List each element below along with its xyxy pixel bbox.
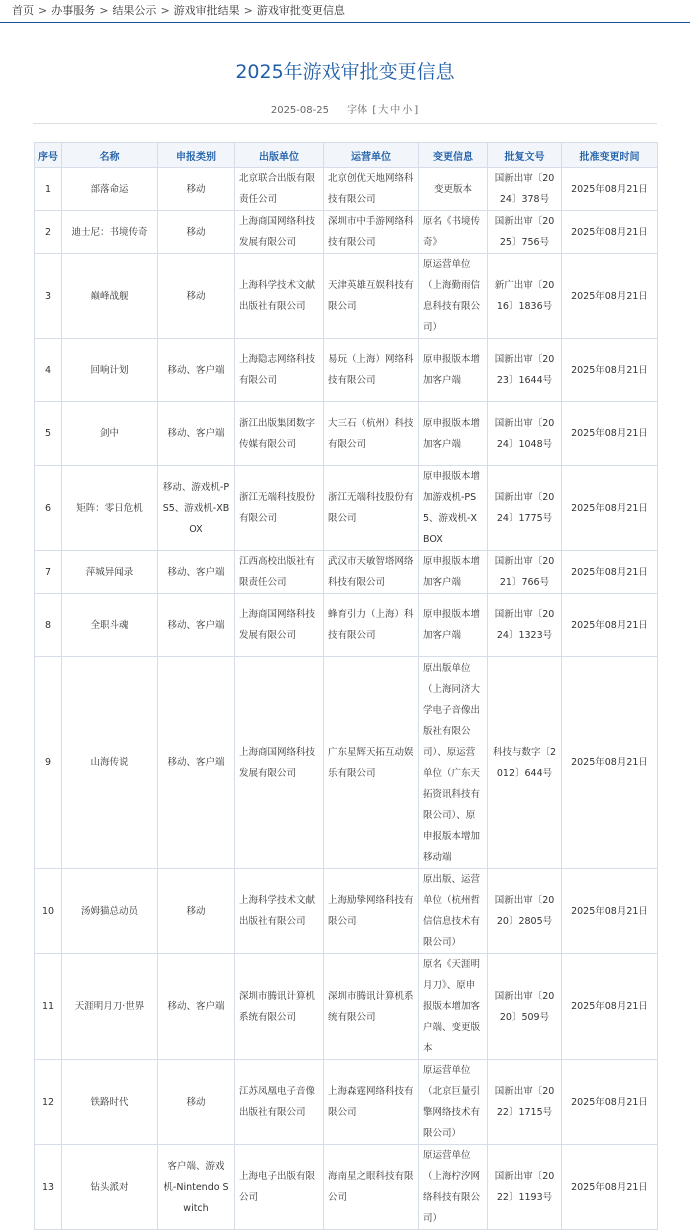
font-size-bracket-open: [ xyxy=(372,105,377,116)
header-index: 序号 xyxy=(35,143,62,168)
cell-name: 巅峰战舰 xyxy=(62,254,158,339)
cell-approval-number: 国新出审〔2024〕1775号 xyxy=(488,466,562,551)
cell-index: 6 xyxy=(35,466,62,551)
cell-category: 移动 xyxy=(158,254,235,339)
cell-approval-date: 2025年08月21日 xyxy=(562,954,658,1060)
cell-change-info: 原申报版本增加客户端 xyxy=(419,402,488,466)
cell-name: 部落命运 xyxy=(62,168,158,211)
cell-publisher: 江苏凤凰电子音像出版社有限公司 xyxy=(235,1060,324,1145)
cell-publisher: 深圳市腾讯计算机系统有限公司 xyxy=(235,954,324,1060)
header-change-info: 变更信息 xyxy=(419,143,488,168)
cell-index: 4 xyxy=(35,339,62,402)
cell-category: 移动、客户端 xyxy=(158,402,235,466)
cell-operator: 天津英雄互娱科技有限公司 xyxy=(324,254,419,339)
breadcrumb xyxy=(0,0,690,23)
cell-category: 移动、游戏机-PS5、游戏机-XBOX xyxy=(158,466,235,551)
header-approval-number: 批复文号 xyxy=(488,143,562,168)
breadcrumb-link-home[interactable]: 首页 xyxy=(12,4,34,17)
cell-operator: 广东星辉天拓互动娱乐有限公司 xyxy=(324,657,419,869)
font-size-bracket-close: ] xyxy=(414,105,419,116)
cell-category: 移动 xyxy=(158,869,235,954)
cell-approval-date: 2025年08月21日 xyxy=(562,657,658,869)
cell-category: 客户端、游戏机-Nintendo Switch xyxy=(158,1145,235,1230)
table-header-row xyxy=(35,143,658,168)
cell-operator: 海南星之眼科技有限公司 xyxy=(324,1145,419,1230)
cell-publisher: 上海科学技术文献出版社有限公司 xyxy=(235,254,324,339)
cell-change-info: 原名《天涯明月刀》、原申报版本增加客户端、变更版本 xyxy=(419,954,488,1060)
table-row xyxy=(35,594,658,657)
cell-approval-number: 国新出审〔2021〕766号 xyxy=(488,551,562,594)
cell-name: 铁路时代 xyxy=(62,1060,158,1145)
cell-index: 13 xyxy=(35,1145,62,1230)
cell-change-info: 原申报版本增加客户端 xyxy=(419,339,488,402)
cell-approval-date: 2025年08月21日 xyxy=(562,551,658,594)
table-row xyxy=(35,402,658,466)
cell-publisher: 浙江出版集团数字传媒有限公司 xyxy=(235,402,324,466)
cell-name: 汤姆猫总动员 xyxy=(62,869,158,954)
cell-index: 3 xyxy=(35,254,62,339)
cell-operator: 深圳市中手游网络科技有限公司 xyxy=(324,211,419,254)
page-title: 2025年游戏审批变更信息 xyxy=(235,61,455,83)
cell-approval-number: 国新出审〔2020〕509号 xyxy=(488,954,562,1060)
table-row xyxy=(35,339,658,402)
header-publisher: 出版单位 xyxy=(235,143,324,168)
cell-change-info: 原运营单位（北京巨量引擎网络技术有限公司） xyxy=(419,1060,488,1145)
breadcrumb-separator: > xyxy=(160,4,170,17)
cell-operator: 上海森霆网络科技有限公司 xyxy=(324,1060,419,1145)
font-size-label: 字体 xyxy=(347,105,368,116)
cell-approval-date: 2025年08月21日 xyxy=(562,869,658,954)
cell-approval-number: 国新出审〔2024〕1323号 xyxy=(488,594,562,657)
cell-index: 1 xyxy=(35,168,62,211)
cell-name: 迪士尼：书境传奇 xyxy=(62,211,158,254)
cell-publisher: 上海商国网络科技发展有限公司 xyxy=(235,657,324,869)
cell-category: 移动 xyxy=(158,168,235,211)
cell-index: 12 xyxy=(35,1060,62,1145)
cell-approval-number: 国新出审〔2023〕1644号 xyxy=(488,339,562,402)
cell-name: 矩阵：零日危机 xyxy=(62,466,158,551)
cell-change-info: 原运营单位（上海勤雨信息科技有限公司） xyxy=(419,254,488,339)
cell-name: 山海传说 xyxy=(62,657,158,869)
cell-change-info: 原出版单位（上海同济大学电子音像出版社有限公司）、原运营单位（广东天拓资讯科技有限公司）、原申报版本增加移动端 xyxy=(419,657,488,869)
publish-date: 2025-08-25 xyxy=(270,105,329,116)
table-row xyxy=(35,168,658,211)
cell-publisher: 上海科学技术文献出版社有限公司 xyxy=(235,869,324,954)
breadcrumb-link-current[interactable]: 游戏审批变更信息 xyxy=(256,4,345,17)
cell-index: 2 xyxy=(35,211,62,254)
cell-operator: 蜂育引力（上海）科技有限公司 xyxy=(324,594,419,657)
cell-publisher: 上海电子出版有限公司 xyxy=(235,1145,324,1230)
cell-publisher: 上海商国网络科技发展有限公司 xyxy=(235,594,324,657)
cell-operator: 深圳市腾讯计算机系统有限公司 xyxy=(324,954,419,1060)
table-row xyxy=(35,466,658,551)
cell-operator: 武汉市天敏智塔网络科技有限公司 xyxy=(324,551,419,594)
font-size-large-button[interactable]: 大 xyxy=(378,105,389,116)
cell-approval-number: 国新出审〔2020〕2805号 xyxy=(488,869,562,954)
cell-category: 移动、客户端 xyxy=(158,594,235,657)
approval-changes-table xyxy=(34,142,658,1230)
divider xyxy=(33,123,657,124)
header-operator: 运营单位 xyxy=(324,143,419,168)
article-meta xyxy=(0,104,690,118)
font-size-switcher xyxy=(346,105,419,116)
cell-operator: 北京创优天地网络科技有限公司 xyxy=(324,168,419,211)
cell-category: 移动 xyxy=(158,211,235,254)
font-size-small-button[interactable]: 小 xyxy=(402,105,413,116)
header-category: 申报类别 xyxy=(158,143,235,168)
breadcrumb-link-results[interactable]: 结果公示 xyxy=(112,4,157,17)
cell-approval-number: 国新出审〔2022〕1715号 xyxy=(488,1060,562,1145)
cell-operator: 上海励挚网络科技有限公司 xyxy=(324,869,419,954)
cell-approval-number: 国新出审〔2024〕1048号 xyxy=(488,402,562,466)
cell-category: 移动、客户端 xyxy=(158,954,235,1060)
cell-change-info: 原出版、运营单位（杭州哲信信息技术有限公司） xyxy=(419,869,488,954)
table-row xyxy=(35,1145,658,1230)
cell-approval-date: 2025年08月21日 xyxy=(562,1145,658,1230)
cell-name: 天涯明月刀·世界 xyxy=(62,954,158,1060)
table-row xyxy=(35,869,658,954)
cell-approval-number: 国新出审〔2022〕1193号 xyxy=(488,1145,562,1230)
cell-name: 全职斗魂 xyxy=(62,594,158,657)
cell-approval-date: 2025年08月21日 xyxy=(562,168,658,211)
cell-publisher: 上海隐志网络科技有限公司 xyxy=(235,339,324,402)
table-row xyxy=(35,657,658,869)
cell-approval-number: 国新出审〔2025〕756号 xyxy=(488,211,562,254)
cell-approval-date: 2025年08月21日 xyxy=(562,339,658,402)
cell-change-info: 原申报版本增加客户端 xyxy=(419,551,488,594)
cell-operator: 大三石（杭州）科技有限公司 xyxy=(324,402,419,466)
cell-index: 8 xyxy=(35,594,62,657)
breadcrumb-separator: > xyxy=(38,4,48,17)
cell-publisher: 江西高校出版社有限责任公司 xyxy=(235,551,324,594)
cell-category: 移动、客户端 xyxy=(158,339,235,402)
cell-change-info: 原名《书境传奇》 xyxy=(419,211,488,254)
cell-name: 剑中 xyxy=(62,402,158,466)
cell-operator: 浙江无端科技股份有限公司 xyxy=(324,466,419,551)
cell-change-info: 变更版本 xyxy=(419,168,488,211)
cell-approval-date: 2025年08月21日 xyxy=(562,594,658,657)
table-row xyxy=(35,1060,658,1145)
cell-category: 移动 xyxy=(158,1060,235,1145)
cell-index: 11 xyxy=(35,954,62,1060)
cell-approval-date: 2025年08月21日 xyxy=(562,1060,658,1145)
cell-publisher: 北京联合出版有限责任公司 xyxy=(235,168,324,211)
breadcrumb-separator: > xyxy=(243,4,253,17)
cell-change-info: 原申报版本增加游戏机-PS5、游戏机-XBOX xyxy=(419,466,488,551)
cell-publisher: 浙江无端科技股份有限公司 xyxy=(235,466,324,551)
cell-approval-number: 新广出审〔2016〕1836号 xyxy=(488,254,562,339)
cell-name: 回响计划 xyxy=(62,339,158,402)
cell-index: 9 xyxy=(35,657,62,869)
cell-approval-date: 2025年08月21日 xyxy=(562,466,658,551)
breadcrumb-link-game-approval[interactable]: 游戏审批结果 xyxy=(173,4,240,17)
table-row xyxy=(35,254,658,339)
header-name: 名称 xyxy=(62,143,158,168)
font-size-medium-button[interactable]: 中 xyxy=(390,105,401,116)
cell-name: 钻头派对 xyxy=(62,1145,158,1230)
cell-change-info: 原申报版本增加客户端 xyxy=(419,594,488,657)
cell-publisher: 上海商国网络科技发展有限公司 xyxy=(235,211,324,254)
cell-name: 萍城异闻录 xyxy=(62,551,158,594)
cell-index: 5 xyxy=(35,402,62,466)
table-row xyxy=(35,211,658,254)
cell-approval-number: 科技与数字〔2012〕644号 xyxy=(488,657,562,869)
cell-index: 10 xyxy=(35,869,62,954)
cell-operator: 易玩（上海）网络科技有限公司 xyxy=(324,339,419,402)
cell-category: 移动、客户端 xyxy=(158,551,235,594)
cell-approval-number: 国新出审〔2024〕378号 xyxy=(488,168,562,211)
cell-change-info: 原运营单位（上海柠汐网络科技有限公司） xyxy=(419,1145,488,1230)
breadcrumb-separator: > xyxy=(99,4,109,17)
cell-approval-date: 2025年08月21日 xyxy=(562,254,658,339)
breadcrumb-link-services[interactable]: 办事服务 xyxy=(51,4,96,17)
cell-approval-date: 2025年08月21日 xyxy=(562,402,658,466)
table-row xyxy=(35,954,658,1060)
table-row xyxy=(35,551,658,594)
cell-index: 7 xyxy=(35,551,62,594)
header-approval-date: 批准变更时间 xyxy=(562,143,658,168)
cell-approval-date: 2025年08月21日 xyxy=(562,211,658,254)
cell-category: 移动、客户端 xyxy=(158,657,235,869)
